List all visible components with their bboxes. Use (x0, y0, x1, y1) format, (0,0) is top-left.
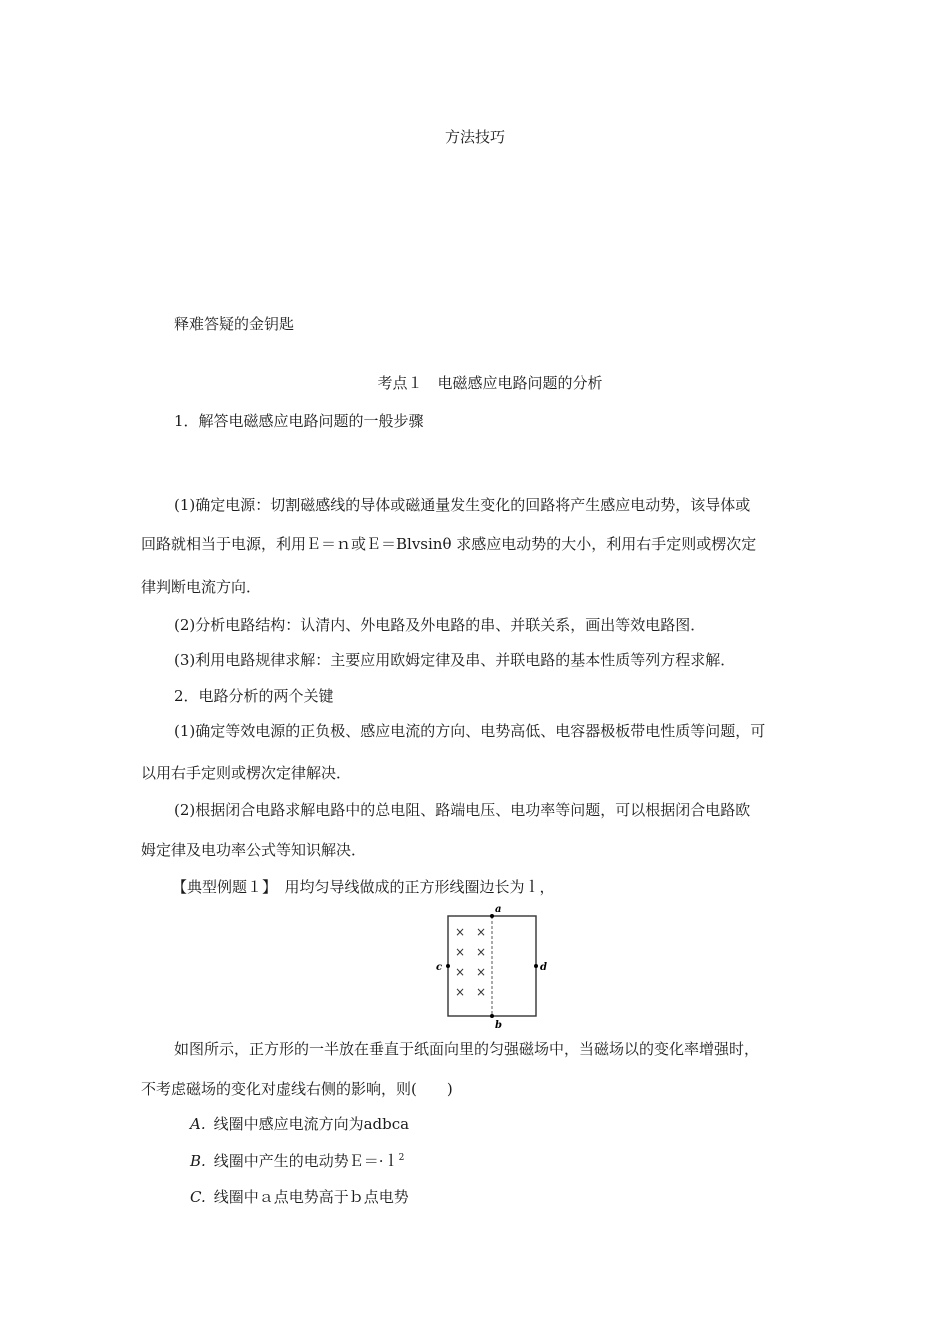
label-a: a (495, 904, 502, 915)
option-a-text: 线圈中感应电流方向为adbca (213, 1115, 410, 1133)
point-b (490, 1014, 494, 1018)
point-d (534, 964, 538, 968)
field-cross: × (455, 945, 466, 959)
option-c-letter: C. (190, 1188, 206, 1206)
point-a (490, 914, 494, 918)
option-a (190, 1113, 409, 1134)
paragraph-key-heading: 2．电路分析的两个关键 (174, 687, 334, 705)
paragraph-step-heading: 1．解答电磁感应电路问题的一般步骤 (174, 412, 424, 430)
field-cross: × (476, 945, 487, 959)
paragraph-line: 姆定律及电功率公式等知识解决． (141, 841, 367, 859)
field-cross: × (476, 965, 487, 979)
square-coil-figure (420, 900, 560, 1030)
field-cross: × (455, 925, 466, 939)
question-line: 不考虑磁场的变化对虚线右侧的影响，则( ) (141, 1080, 453, 1098)
paragraph-line: (3)利用电路规律求解：主要应用欧姆定律及串、并联电路的基本性质等列方程求解． (174, 651, 736, 669)
option-c (190, 1186, 409, 1207)
label-b: b (495, 1020, 502, 1030)
label-c: c (436, 962, 443, 973)
paragraph-line: 以用右手定则或楞次定律解决． (141, 764, 352, 782)
option-c-text: 线圈中ａ点电势高于ｂ点电势 (213, 1188, 409, 1206)
paragraph-line: (1)确定等效电源的正负极、感应电流的方向、电势高低、电容器极板带电性质等问题，可 (174, 722, 766, 740)
field-cross: × (476, 985, 487, 999)
field-cross: × (455, 965, 466, 979)
paragraph-line: (1)确定电源：切割磁感线的导体或磁通量发生变化的回路将产生感应电动势，该导体或 (174, 496, 751, 514)
topic-heading: 考点１ 电磁感应电路问题的分析 (377, 374, 603, 392)
option-b-text: 线圈中产生的电动势Ｅ＝·ｌ (213, 1152, 399, 1170)
example-heading: 【典型例题１】 用均匀导线做成的正方形线圈边长为ｌ， (172, 878, 555, 896)
section-heading: 释难答疑的金钥匙 (174, 315, 295, 333)
question-line: 如图所示，正方形的一半放在垂直于纸面向里的匀强磁场中，当磁场以的变化率增强时， (174, 1040, 760, 1058)
option-b-superscript: 2 (398, 1153, 405, 1163)
field-cross: × (455, 985, 466, 999)
paragraph-line: (2)根据闭合电路求解电路中的总电阻、路端电压、电功率等问题，可以根据闭合电路欧 (174, 801, 751, 819)
page-title: 方法技巧 (444, 128, 505, 146)
point-c (446, 964, 450, 968)
paragraph-line: 律判断电流方向． (141, 578, 262, 596)
label-d: d (540, 962, 547, 973)
field-cross: × (476, 925, 487, 939)
paragraph-line: (2)分析电路结构：认清内、外电路及外电路的串、并联关系，画出等效电路图． (174, 616, 706, 634)
paragraph-line: 回路就相当于电源，利用Ｅ＝ｎ或Ｅ＝Blvsinθ 求感应电动势的大小，利用右手定则或楞次定 (141, 535, 757, 553)
option-b-letter: B. (190, 1152, 206, 1170)
option-b (190, 1150, 404, 1171)
option-a-letter: A. (190, 1115, 206, 1133)
